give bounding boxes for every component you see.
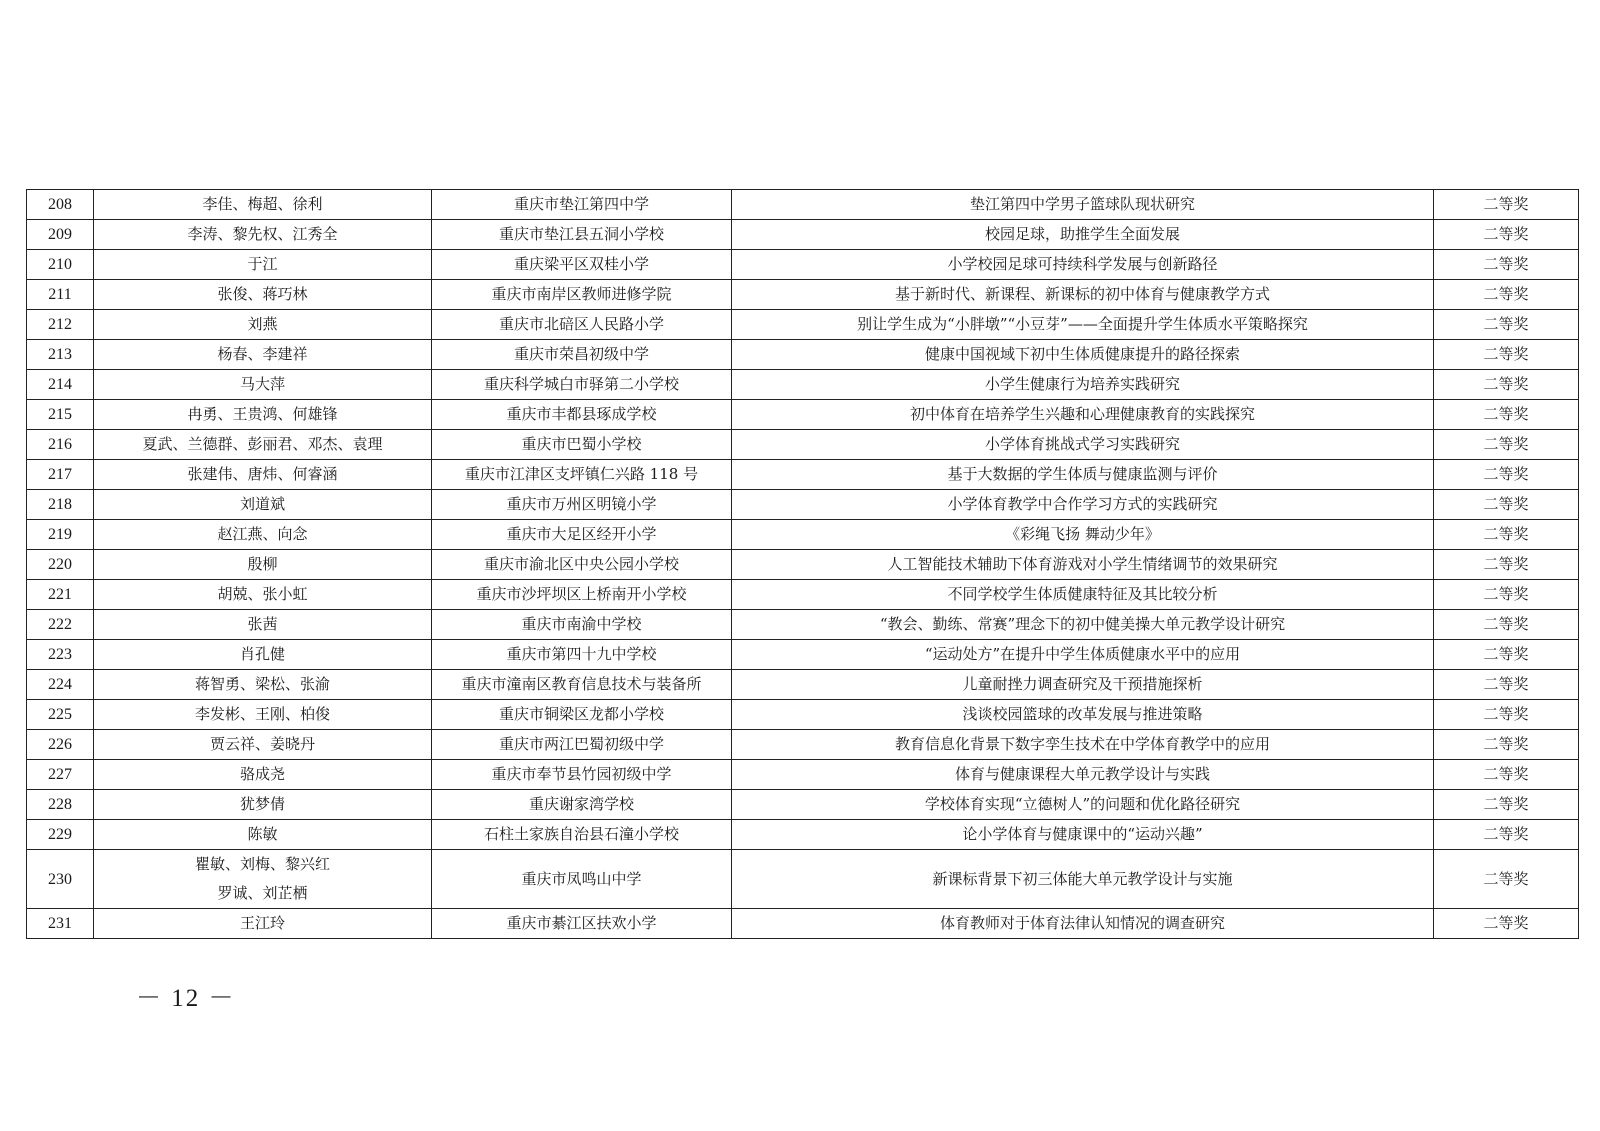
row-number: 210 <box>27 250 94 280</box>
table-row <box>27 340 1579 370</box>
authors-cell: 贾云祥、姜晓丹 <box>94 730 432 760</box>
unit-cell: 重庆市第四十九中学校 <box>432 640 732 670</box>
title-cell: 教育信息化背景下数字孪生技术在中学体育教学中的应用 <box>732 730 1434 760</box>
author-line: 罗诚、刘芷栖 <box>217 884 308 902</box>
unit-cell: 重庆市江津区支坪镇仁兴路 118 号 <box>432 460 732 490</box>
award-cell: 二等奖 <box>1434 670 1579 700</box>
award-cell: 二等奖 <box>1434 909 1579 939</box>
title-cell: 体育与健康课程大单元教学设计与实践 <box>732 760 1434 790</box>
table-row <box>27 640 1579 670</box>
unit-cell: 重庆市北碚区人民路小学 <box>432 310 732 340</box>
title-cell: 健康中国视域下初中生体质健康提升的路径探索 <box>732 340 1434 370</box>
authors-cell: 肖孔健 <box>94 640 432 670</box>
row-number: 222 <box>27 610 94 640</box>
award-cell: 二等奖 <box>1434 400 1579 430</box>
title-cell: 浅谈校园篮球的改革发展与推进策略 <box>732 700 1434 730</box>
award-cell: 二等奖 <box>1434 700 1579 730</box>
row-number: 231 <box>27 909 94 939</box>
award-cell: 二等奖 <box>1434 640 1579 670</box>
authors-cell: 李发彬、王刚、柏俊 <box>94 700 432 730</box>
unit-cell: 重庆市潼南区教育信息技术与装备所 <box>432 670 732 700</box>
authors-cell: 刘道斌 <box>94 490 432 520</box>
authors-cell: 杨春、李建祥 <box>94 340 432 370</box>
title-cell: 人工智能技术辅助下体育游戏对小学生情绪调节的效果研究 <box>732 550 1434 580</box>
award-cell: 二等奖 <box>1434 370 1579 400</box>
table-row <box>27 790 1579 820</box>
row-number: 228 <box>27 790 94 820</box>
unit-cell: 重庆市南渝中学校 <box>432 610 732 640</box>
row-number: 223 <box>27 640 94 670</box>
award-cell: 二等奖 <box>1434 460 1579 490</box>
title-cell: 《彩绳飞扬 舞动少年》 <box>732 520 1434 550</box>
title-cell: 基于新时代、新课程、新课标的初中体育与健康教学方式 <box>732 280 1434 310</box>
table-row <box>27 909 1579 939</box>
unit-cell: 重庆市荣昌初级中学 <box>432 340 732 370</box>
authors-cell: 刘燕 <box>94 310 432 340</box>
unit-cell: 重庆谢家湾学校 <box>432 790 732 820</box>
authors-cell: 殷柳 <box>94 550 432 580</box>
row-number: 230 <box>27 850 94 909</box>
unit-cell: 重庆市巴蜀小学校 <box>432 430 732 460</box>
title-cell: 别让学生成为“小胖墩”“小豆芽”——全面提升学生体质水平策略探究 <box>732 310 1434 340</box>
authors-cell: 张建伟、唐炜、何睿涵 <box>94 460 432 490</box>
award-cell: 二等奖 <box>1434 340 1579 370</box>
authors-cell: 李涛、黎先权、江秀全 <box>94 220 432 250</box>
row-number: 224 <box>27 670 94 700</box>
table-row <box>27 580 1579 610</box>
row-number: 209 <box>27 220 94 250</box>
table-row <box>27 430 1579 460</box>
row-number: 221 <box>27 580 94 610</box>
unit-cell: 重庆市垫江第四中学 <box>432 190 732 220</box>
award-cell: 二等奖 <box>1434 250 1579 280</box>
table-row <box>27 280 1579 310</box>
award-cell: 二等奖 <box>1434 820 1579 850</box>
row-number: 215 <box>27 400 94 430</box>
row-number: 212 <box>27 310 94 340</box>
unit-cell: 重庆科学城白市驿第二小学校 <box>432 370 732 400</box>
title-cell: 学校体育实现“立德树人”的问题和优化路径研究 <box>732 790 1434 820</box>
row-number: 229 <box>27 820 94 850</box>
authors-cell: 赵江燕、向念 <box>94 520 432 550</box>
unit-cell: 石柱土家族自治县石潼小学校 <box>432 820 732 850</box>
row-number: 217 <box>27 460 94 490</box>
award-cell: 二等奖 <box>1434 310 1579 340</box>
title-cell: “教会、勤练、常赛”理念下的初中健美操大单元教学设计研究 <box>732 610 1434 640</box>
award-cell: 二等奖 <box>1434 550 1579 580</box>
award-cell: 二等奖 <box>1434 580 1579 610</box>
unit-cell: 重庆市綦江区扶欢小学 <box>432 909 732 939</box>
award-cell: 二等奖 <box>1434 430 1579 460</box>
table-row <box>27 550 1579 580</box>
authors-cell: 马大萍 <box>94 370 432 400</box>
title-cell: 儿童耐挫力调查研究及干预措施探析 <box>732 670 1434 700</box>
authors-cell: 夏武、兰德群、彭丽君、邓杰、袁理 <box>94 430 432 460</box>
table-row <box>27 820 1579 850</box>
row-number: 219 <box>27 520 94 550</box>
authors-cell: 骆成尧 <box>94 760 432 790</box>
table-row <box>27 730 1579 760</box>
row-number: 211 <box>27 280 94 310</box>
row-number: 208 <box>27 190 94 220</box>
title-cell: 初中体育在培养学生兴趣和心理健康教育的实践探究 <box>732 400 1434 430</box>
title-cell: 小学体育教学中合作学习方式的实践研究 <box>732 490 1434 520</box>
table-row <box>27 670 1579 700</box>
table-row <box>27 220 1579 250</box>
award-cell: 二等奖 <box>1434 790 1579 820</box>
authors-cell: 胡兢、张小虹 <box>94 580 432 610</box>
table-row <box>27 190 1579 220</box>
table-row <box>27 700 1579 730</box>
unit-cell: 重庆市两江巴蜀初级中学 <box>432 730 732 760</box>
author-line: 瞿敏、刘梅、黎兴红 <box>194 855 330 873</box>
row-number: 214 <box>27 370 94 400</box>
authors-cell: 张茜 <box>94 610 432 640</box>
authors-cell <box>94 850 432 909</box>
award-cell: 二等奖 <box>1434 520 1579 550</box>
title-cell: 体育教师对于体育法律认知情况的调查研究 <box>732 909 1434 939</box>
awards-table-body <box>27 190 1579 939</box>
table-row <box>27 760 1579 790</box>
title-cell: “运动处方”在提升中学生体质健康水平中的应用 <box>732 640 1434 670</box>
award-cell: 二等奖 <box>1434 190 1579 220</box>
table-row <box>27 610 1579 640</box>
award-cell: 二等奖 <box>1434 850 1579 909</box>
authors-cell: 冉勇、王贵鸿、何雄锋 <box>94 400 432 430</box>
title-cell: 不同学校学生体质健康特征及其比较分析 <box>732 580 1434 610</box>
title-cell: 校园足球，助推学生全面发展 <box>732 220 1434 250</box>
unit-cell: 重庆市沙坪坝区上桥南开小学校 <box>432 580 732 610</box>
row-number: 226 <box>27 730 94 760</box>
unit-cell: 重庆市丰都县琢成学校 <box>432 400 732 430</box>
table-row <box>27 460 1579 490</box>
row-number: 220 <box>27 550 94 580</box>
table-row <box>27 400 1579 430</box>
page-number: － 12 － <box>136 985 236 1012</box>
authors-cell: 于江 <box>94 250 432 280</box>
unit-cell: 重庆市凤鸣山中学 <box>432 850 732 909</box>
unit-cell: 重庆市南岸区教师进修学院 <box>432 280 732 310</box>
title-cell: 小学校园足球可持续科学发展与创新路径 <box>732 250 1434 280</box>
authors-cell: 陈敏 <box>94 820 432 850</box>
table-row <box>27 490 1579 520</box>
unit-cell: 重庆市奉节县竹园初级中学 <box>432 760 732 790</box>
authors-cell: 犹梦倩 <box>94 790 432 820</box>
unit-cell: 重庆市渝北区中央公园小学校 <box>432 550 732 580</box>
title-cell: 论小学体育与健康课中的“运动兴趣” <box>732 820 1434 850</box>
unit-cell: 重庆市垫江县五洞小学校 <box>432 220 732 250</box>
authors-cell: 蒋智勇、梁松、张渝 <box>94 670 432 700</box>
table-row <box>27 250 1579 280</box>
table-row <box>27 850 1579 909</box>
row-number: 216 <box>27 430 94 460</box>
row-number: 227 <box>27 760 94 790</box>
award-cell: 二等奖 <box>1434 280 1579 310</box>
unit-cell: 重庆市铜梁区龙都小学校 <box>432 700 732 730</box>
table-row <box>27 310 1579 340</box>
awards-table <box>26 189 1579 939</box>
authors-cell: 王江玲 <box>94 909 432 939</box>
title-cell: 小学体育挑战式学习实践研究 <box>732 430 1434 460</box>
table-row <box>27 520 1579 550</box>
award-cell: 二等奖 <box>1434 760 1579 790</box>
award-cell: 二等奖 <box>1434 220 1579 250</box>
title-cell: 新课标背景下初三体能大单元教学设计与实施 <box>732 850 1434 909</box>
award-cell: 二等奖 <box>1434 610 1579 640</box>
title-cell: 小学生健康行为培养实践研究 <box>732 370 1434 400</box>
unit-cell: 重庆梁平区双桂小学 <box>432 250 732 280</box>
authors-cell: 李佳、梅超、徐利 <box>94 190 432 220</box>
row-number: 213 <box>27 340 94 370</box>
row-number: 225 <box>27 700 94 730</box>
title-cell: 垫江第四中学男子篮球队现状研究 <box>732 190 1434 220</box>
title-cell: 基于大数据的学生体质与健康监测与评价 <box>732 460 1434 490</box>
unit-cell: 重庆市大足区经开小学 <box>432 520 732 550</box>
award-cell: 二等奖 <box>1434 730 1579 760</box>
authors-cell: 张俊、蒋巧林 <box>94 280 432 310</box>
table-row <box>27 370 1579 400</box>
award-cell: 二等奖 <box>1434 490 1579 520</box>
row-number: 218 <box>27 490 94 520</box>
unit-cell: 重庆市万州区明镜小学 <box>432 490 732 520</box>
